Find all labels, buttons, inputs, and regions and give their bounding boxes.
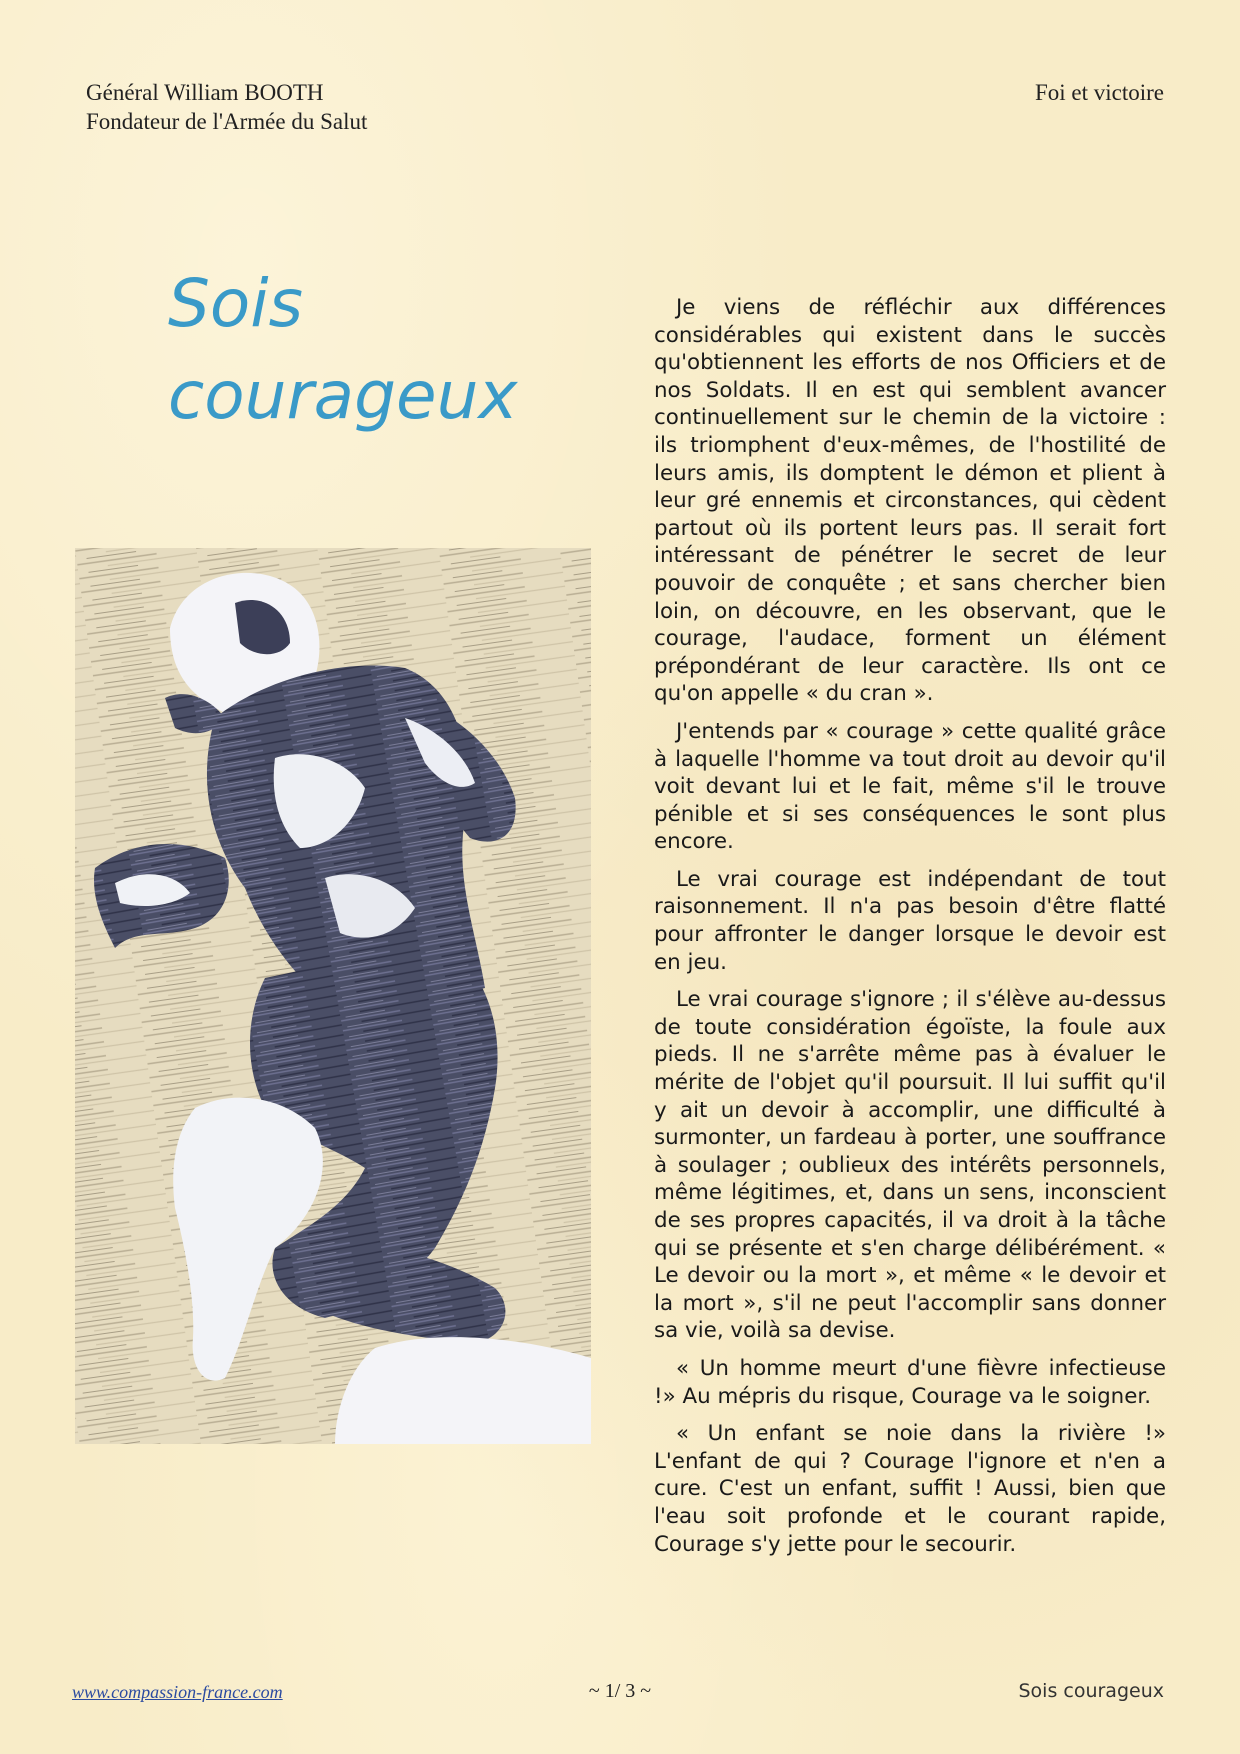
paragraph: Le vrai courage s'ignore ; il s'élève au-dessus de toute considération égoïste, la foule aux pieds. Il ne s'arrête même pas à évaluer le mérite de l'objet qu'il poursuit. Il lui suffit qu'il y ait un devoir à accomplir, une difficulté à surmonter, un fardeau à porter, une souffrance à soulager ; oublieux des intérêts personnels, même légitimes, et, dans un sens, inconscient de ses propres capacités, il va droit à la tâche qui se présente et s'en charge délibérément. « Le devoir ou la mort », et même « le devoir et la mort », s'il ne peut l'accomplir sans donner sa vie, voilà sa devise. — [654, 987, 1166, 1344]
footer-title: Sois courageux — [1018, 1680, 1164, 1702]
page-title — [168, 258, 608, 442]
author-name: Général William BOOTH — [86, 80, 324, 105]
page-title-line-2: courageux — [168, 357, 518, 434]
page-number: ~ 1/ 3 ~ — [588, 1680, 652, 1702]
website-link[interactable]: www.compassion-france.com — [72, 1682, 283, 1702]
paragraph: « Un enfant se noie dans la rivière !» L'enfant de qui ? Courage l'ignore et n'en a cure. C'est un enfant, suffit ! Aussi, bien que l'eau soit profonde et le courant rapide, Courage s'y jette pour le secourir. — [654, 1421, 1166, 1557]
paragraph: J'entends par « courage » cette qualité grâce à laquelle l'homme va tout droit au devoir qu'il voit devant lui et le fait, même s'il le trouve pénible et si ses conséquences le sont plus encore. — [654, 718, 1166, 855]
article-body — [654, 294, 1166, 1568]
paragraph: Le vrai courage est indépendant de tout raisonnement. Il n'a pas besoin d'être flatté pour affronter le danger lorsque le devoir est en jeu. — [654, 866, 1166, 975]
paragraph: Je viens de réfléchir aux différences considérables qui existent dans le succès qu'obtiennent les efforts de nos Officiers et de nos Soldats. Il en est qui semblent avancer continuellement sur le chemin de la victoire : ils triomphent d'eux-mêmes, de l'hostilité de leurs amis, ils domptent le démon et plient à leur gré ennemis et circonstances, qui cèdent partout où ils portent leurs pas. Il serait fort intéressant de pénétrer le secret de leur pouvoir de conquête ; et sans chercher bien loin, on découvre, en les observant, que le courage, l'audace, forment un élément prépondérant de leur caractère. Ils ont ce qu'on appelle « du cran ». — [654, 295, 1166, 707]
header-author-block — [86, 78, 367, 136]
paragraph: « Un homme meurt d'une fièvre infectieuse !» Au mépris du risque, Courage va le soigner. — [654, 1355, 1166, 1409]
book-title: Foi et victoire — [1034, 80, 1164, 105]
page-title-line-1: Sois — [168, 265, 303, 342]
author-role: Fondateur de l'Armée du Salut — [86, 109, 368, 134]
football-player-sketch-icon — [75, 548, 591, 1444]
